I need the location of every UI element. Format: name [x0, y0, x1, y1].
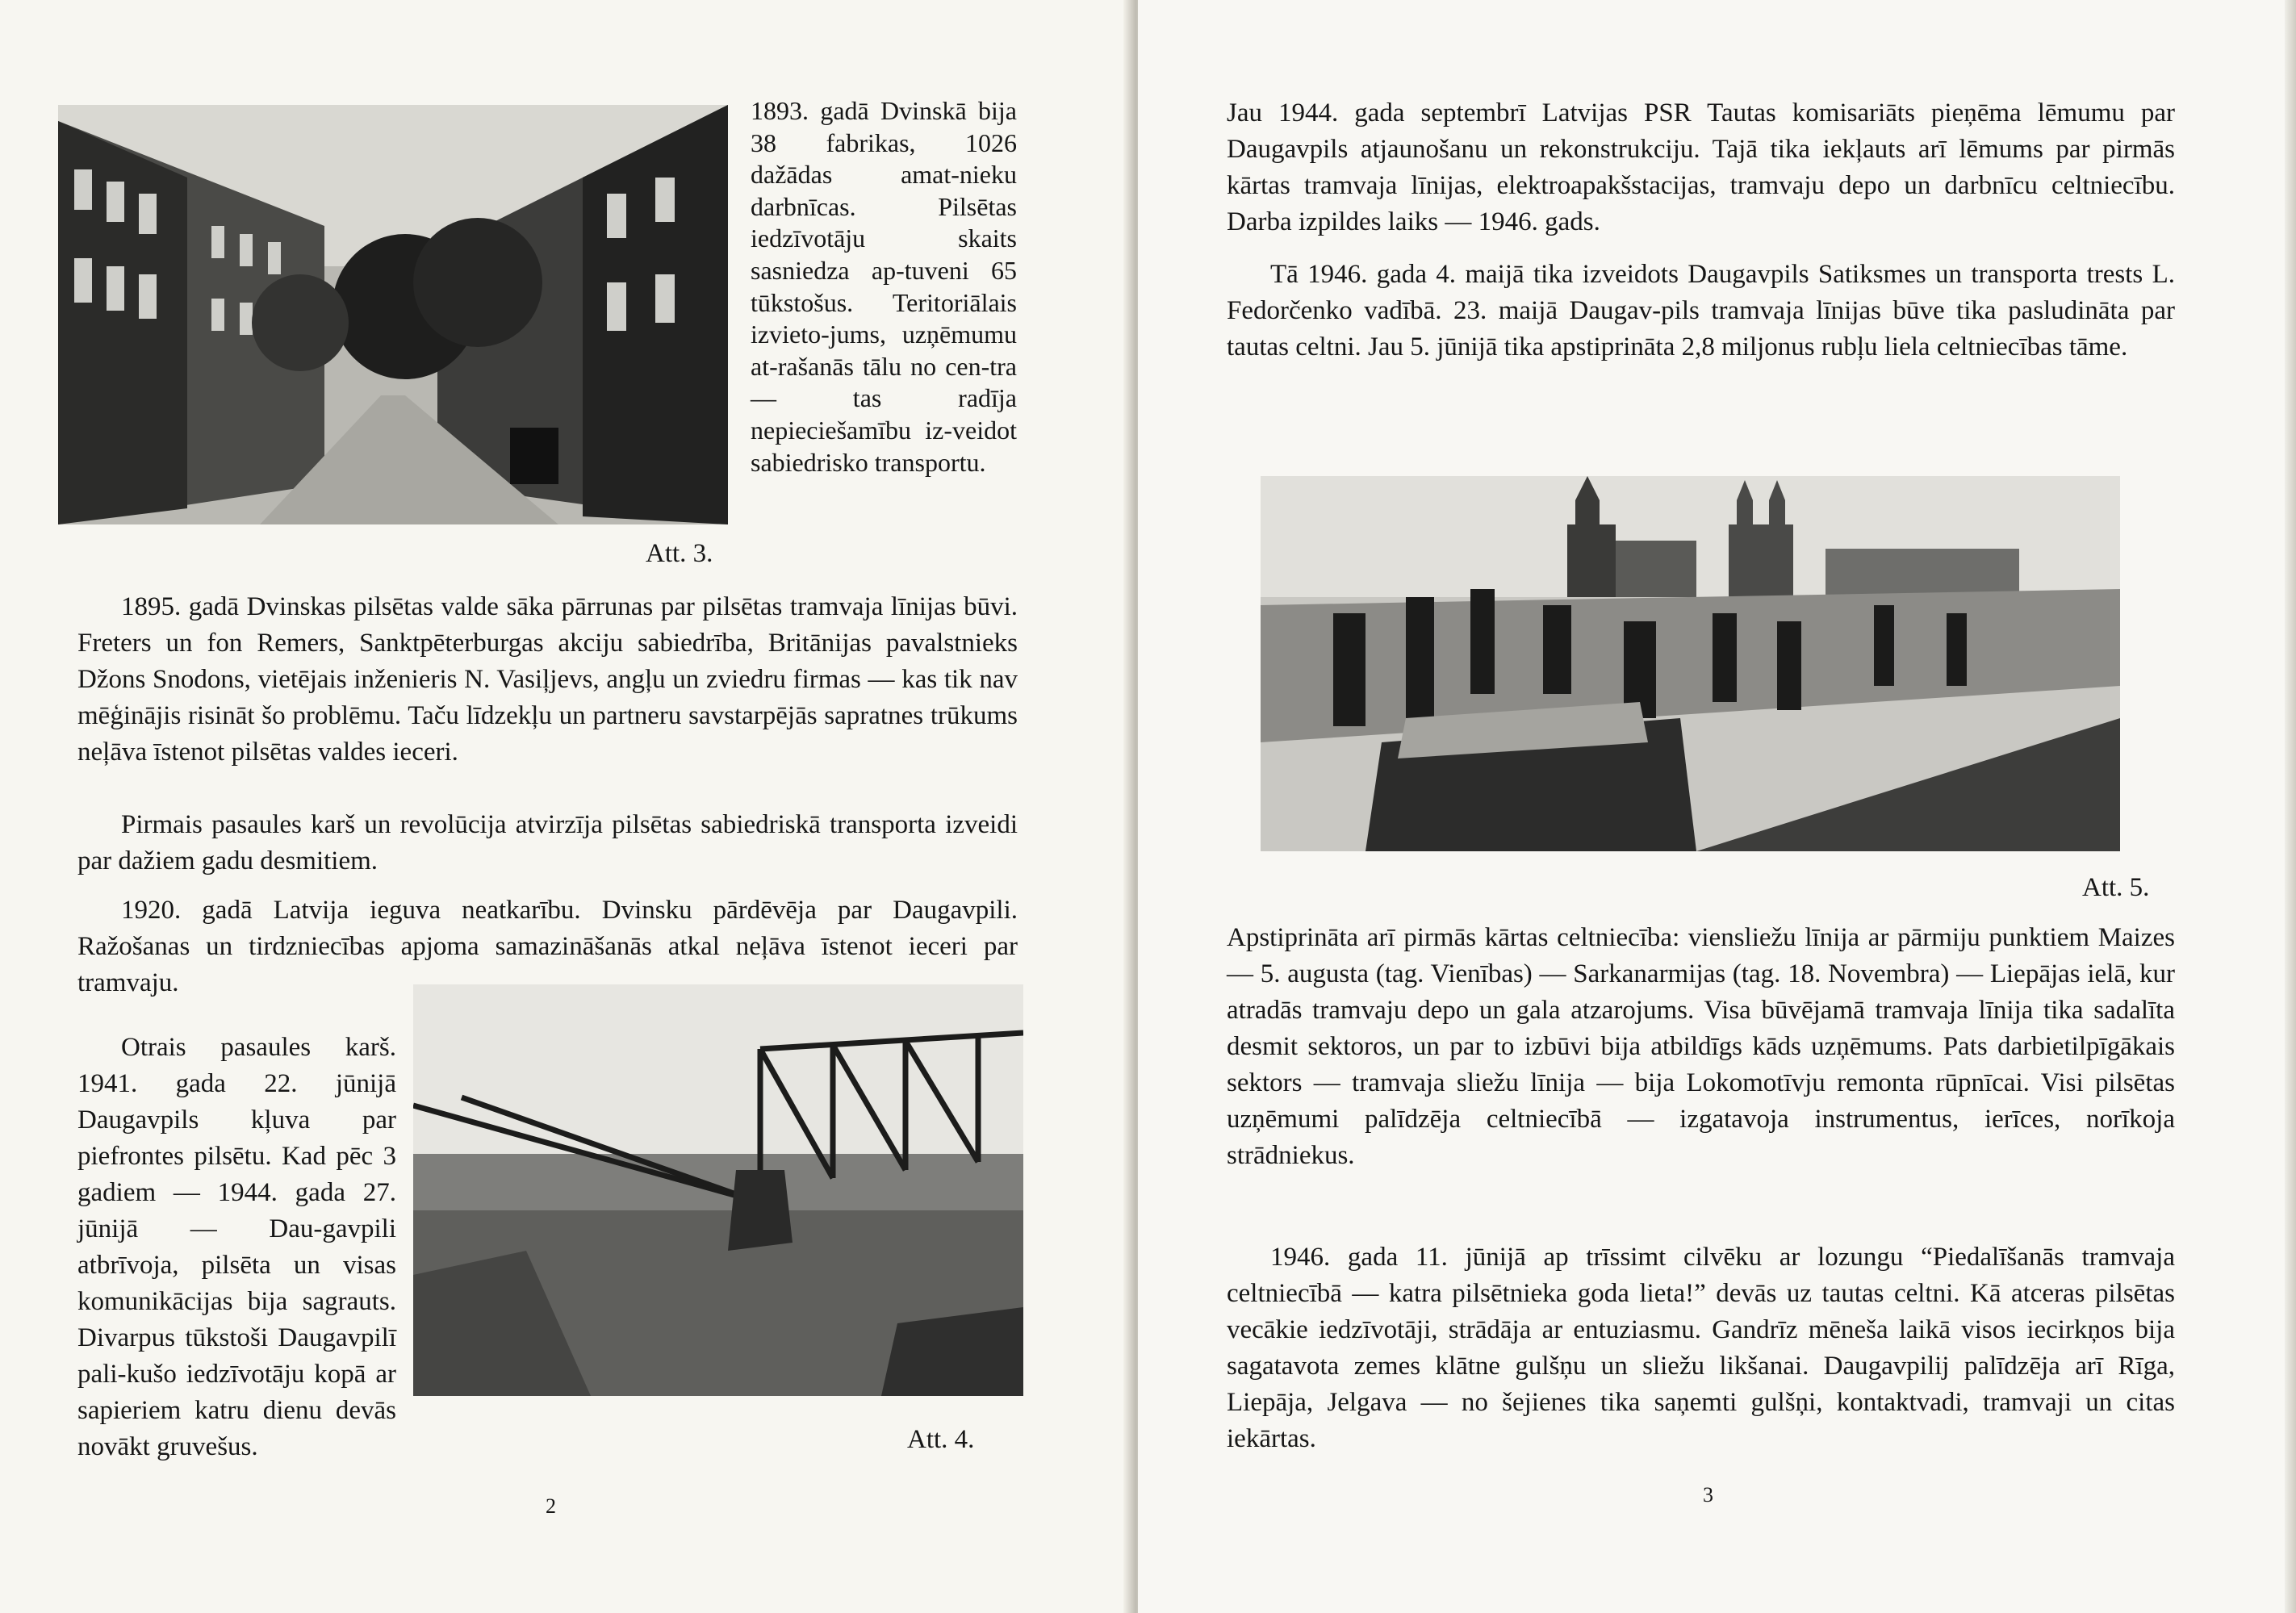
left-page: [0, 0, 1134, 1613]
photo-street-fig3: [58, 105, 728, 524]
paragraph-1920: 1920. gadā Latvija ieguva neatkarību. Dvinsku pārdēvēja par Daugavpili. Ražošanas un tirdzniecības apjoma samazināšanās atkal neļāva īstenot ieceri par tramvaju.: [77, 896, 1018, 997]
page-number-left: 2: [546, 1494, 556, 1518]
paragraph-1944: Jau 1944. gada septembrī Latvijas PSR Tautas komisariāts pieņēma lēmumu par Daugavpils atjaunošanu un rekonstrukciju. Tajā tika iekļauts arī lēmums par pirmās kārtas tramvaja līnijas, elektroapakšstacijas, tramvaju depo un darbnīcu celtniecību. Darba izpildes laiks — 1946. gads.: [1227, 98, 2175, 236]
paragraph-1895: 1895. gadā Dvinskas pilsētas valde sāka pārrunas par pilsētas tramvaja līnijas būvi. Freters un fon Remers, Sanktpēterburgas akciju sabiedrība, Britānijas pavalstnieks Džons Snodons, vietējais inženieris N. Vasiļjevs, angļu un zviedru firmas — kas tik nav mēģinājis risināt šo problēmu. Taču līdzekļu un partneru savstarpējās sapratnes trūkums neļāva īstenot pilsētas valdes ieceri.: [77, 592, 1018, 767]
paragraph-1946-june: 1946. gada 11. jūnijā ap trīssimt cilvēku ar lozungu “Piedalīšanās tramvaja celtniecībā — katra pilsētnieka goda lieta!” devās uz tautas celtni. Kā atceras pilsētas vecākie iedzīvotāji, strādāja ar entuziasmu. Gandrīz mēneša laikā visos iecirkņos bija sagatavota zemes klātne gulšņu un sliežu likšanai. Daugavpilij palīdzēja arī Rīga, Liepāja, Jelgava — no šejienes tika saņemti gulšņi, kontaktvadi, tramvaji un citas iekārtas.: [1227, 1243, 2175, 1453]
page-edge: [2285, 0, 2296, 1613]
paragraph-first-world-war: Pirmais pasaules karš un revolūcija atvirzīja pilsētas sabiedriskā transporta izveidi par dažiem gadu desmitiem.: [77, 810, 1018, 875]
caption-fig4: Att. 4.: [907, 1425, 975, 1454]
paragraph-1946-may: Tā 1946. gada 4. maijā tika izveidots Daugavpils Satiksmes un transporta trests L. Fedorčenko vadībā. 23. maijā Daugav-pils tramvaja līnijas būve tika pasludināta par tautas celtni. Jau 5. jūnijā tika apstiprināta 2,8 miljonus rubļu liela celtniecības tāme.: [1227, 260, 2175, 361]
paragraph-approved: Apstiprināta arī pirmās kārtas celtniecība: viensliežu līnija ar pārmiju punktiem Maizes — 5. augusta (tag. Vienības) — Sarkanarmijas (tag. 18. Novembra) — Liepājas ielā, kur atradās tramvaju depo un gala atzarojums. Visa būvējamā tramvaja līnija tika sadalīta desmit sektoros, un par to izbūvi bija atbildīgs kāds uzņēmums. Pats darbietilpīgākais sektors — tramvaja sliežu līnija — bija Lokomotīvju remonta rūpnīcai. Visi pilsētas uzņēmumi palīdzēja celtniecībā — izgatavoja instrumentus, ierīces, norīkoja strādniekus.: [1227, 923, 2175, 1170]
caption-fig3: Att. 3.: [646, 539, 713, 568]
photo-destroyed-bridge-fig4: [413, 984, 1023, 1396]
page-number-right: 3: [1703, 1483, 1713, 1506]
right-page: [1138, 0, 2296, 1613]
photo-construction-fig5: [1261, 476, 2120, 851]
caption-fig5: Att. 5.: [2082, 873, 2150, 902]
paragraph-second-world-war: Otrais pasaules karš. 1941. gada 22. jūnijā Daugavpils kļuva par piefrontes pilsētu. Kad pēc 3 gadiem — 1944. gada 27. jūnijā — Dau-gavpili atbrīvoja, pilsēta un visas komunikācijas bija sagrauts. Divarpus tūkstoši Daugavpilī pali-kušo iedzīvotāju kopā ar sapieriem katru dienu devās novākt gruvešus.: [77, 1033, 396, 1461]
text-1893: 1893. gadā Dvinskā bija 38 fabrikas, 1026 dažādas amat-nieku darbnīcas. Pilsētas iedzīvotāju skaits sasniedza ap-tuveni 65 tūkstošus. Teritoriālais izvieto-jums, uzņēmumu at-rašanās tālu no cen-tra — tas radīja nepieciešamību iz-veidot sabiedrisko transportu.: [751, 96, 1017, 477]
